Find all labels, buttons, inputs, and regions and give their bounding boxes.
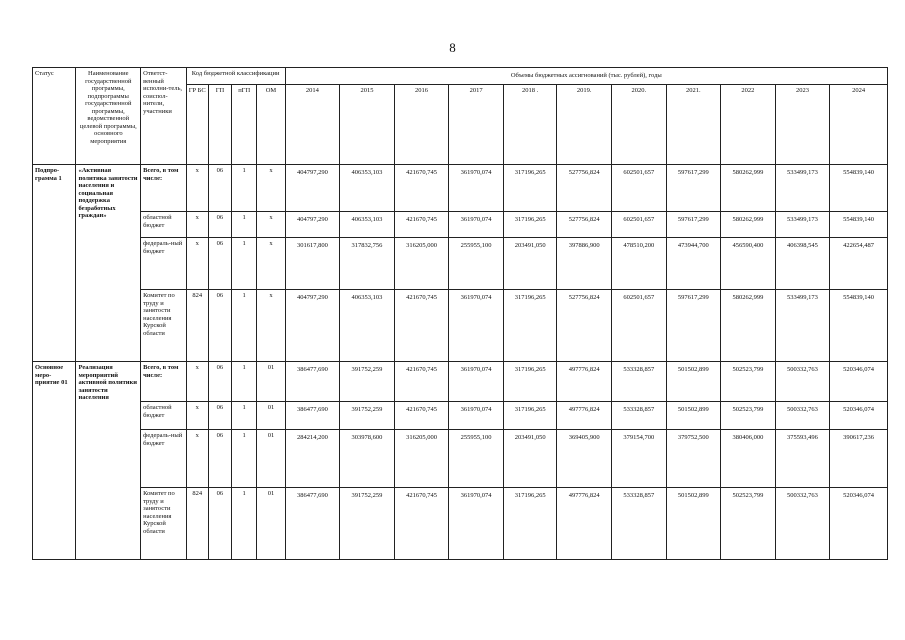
- value-cell: 255955,100: [449, 430, 504, 488]
- om-cell: 01: [257, 402, 285, 430]
- pgp-cell: 1: [232, 362, 257, 402]
- value-cell: 533328,857: [611, 402, 666, 430]
- responsible-cell: Всего, в том числе:: [141, 165, 186, 212]
- table-row: [33, 238, 888, 290]
- header-status: Статус: [33, 68, 76, 165]
- value-cell: 533328,857: [611, 362, 666, 402]
- pgp-cell: 1: [232, 238, 257, 290]
- value-cell: 502523,799: [721, 362, 776, 402]
- gp-cell: 06: [208, 430, 231, 488]
- value-cell: 390617,236: [830, 430, 888, 488]
- value-cell: 527756,824: [557, 165, 612, 212]
- name-cell: «Активная политика занятости населения и социальная поддержка безработных граждан»: [76, 165, 141, 362]
- value-cell: 391752,259: [340, 488, 395, 560]
- grbs-cell: х: [186, 402, 208, 430]
- grbs-cell: х: [186, 430, 208, 488]
- grbs-cell: х: [186, 238, 208, 290]
- value-cell: 361970,074: [449, 165, 504, 212]
- header-year: 2019.: [557, 85, 612, 165]
- value-cell: 554839,140: [830, 212, 888, 238]
- value-cell: 379154,700: [611, 430, 666, 488]
- header-code-col: пГП: [232, 85, 257, 165]
- value-cell: 500332,763: [775, 362, 830, 402]
- value-cell: 421670,745: [394, 212, 449, 238]
- gp-cell: 06: [208, 488, 231, 560]
- value-cell: 501502,899: [666, 402, 721, 430]
- value-cell: 597617,299: [666, 290, 721, 362]
- header-year: 2018 .: [503, 85, 557, 165]
- pgp-cell: 1: [232, 488, 257, 560]
- value-cell: 533499,173: [775, 165, 830, 212]
- value-cell: 421670,745: [394, 402, 449, 430]
- value-cell: 497776,824: [557, 488, 612, 560]
- value-cell: 317196,265: [503, 488, 557, 560]
- header-year: 2023: [775, 85, 830, 165]
- value-cell: 554839,140: [830, 165, 888, 212]
- value-cell: 317196,265: [503, 290, 557, 362]
- value-cell: 386477,690: [285, 402, 340, 430]
- value-cell: 379752,500: [666, 430, 721, 488]
- value-cell: 391752,259: [340, 362, 395, 402]
- value-cell: 421670,745: [394, 165, 449, 212]
- budget-table: [32, 67, 888, 560]
- table-row: [33, 430, 888, 488]
- header-budget-volumes: Объемы бюджетных ассигнований (тыс. рублей), годы: [285, 68, 887, 85]
- value-cell: 554839,140: [830, 290, 888, 362]
- table-row: [33, 402, 888, 430]
- responsible-cell: Комитет по труду и занятости населения Курской области: [141, 488, 186, 560]
- value-cell: 361970,074: [449, 362, 504, 402]
- value-cell: 404797,290: [285, 165, 340, 212]
- value-cell: 316205,000: [394, 430, 449, 488]
- value-cell: 602501,657: [611, 165, 666, 212]
- value-cell: 404797,290: [285, 212, 340, 238]
- header-year: 2021.: [666, 85, 721, 165]
- pgp-cell: 1: [232, 430, 257, 488]
- header-code-col: ГП: [208, 85, 231, 165]
- value-cell: 456590,400: [721, 238, 776, 290]
- value-cell: 580262,999: [721, 212, 776, 238]
- gp-cell: 06: [208, 212, 231, 238]
- value-cell: 203491,050: [503, 430, 557, 488]
- value-cell: 317196,265: [503, 362, 557, 402]
- om-cell: х: [257, 165, 285, 212]
- value-cell: 316205,000: [394, 238, 449, 290]
- value-cell: 520346,074: [830, 488, 888, 560]
- value-cell: 473944,700: [666, 238, 721, 290]
- header-year: 2015: [340, 85, 395, 165]
- responsible-cell: федераль-ный бюджет: [141, 238, 186, 290]
- pgp-cell: 1: [232, 402, 257, 430]
- table-row: [33, 165, 888, 212]
- value-cell: 303978,600: [340, 430, 395, 488]
- value-cell: 501502,899: [666, 362, 721, 402]
- page-number: 8: [449, 40, 456, 55]
- value-cell: 597617,299: [666, 212, 721, 238]
- value-cell: 397886,900: [557, 238, 612, 290]
- status-cell: Основное меро-приятие 01: [33, 362, 76, 560]
- value-cell: 597617,299: [666, 165, 721, 212]
- header-year: 2020.: [611, 85, 666, 165]
- value-cell: 500332,763: [775, 402, 830, 430]
- value-cell: 602501,657: [611, 290, 666, 362]
- value-cell: 533328,857: [611, 488, 666, 560]
- pgp-cell: 1: [232, 165, 257, 212]
- table-row: [33, 362, 888, 402]
- table-row: [33, 290, 888, 362]
- om-cell: 01: [257, 488, 285, 560]
- om-cell: х: [257, 212, 285, 238]
- value-cell: 284214,200: [285, 430, 340, 488]
- grbs-cell: 824: [186, 290, 208, 362]
- value-cell: 422654,487: [830, 238, 888, 290]
- name-cell: Реализация мероприятий активной политики занятости населения: [76, 362, 141, 560]
- header-year: 2022: [721, 85, 776, 165]
- header-code-col: ГР БС: [186, 85, 208, 165]
- pgp-cell: 1: [232, 212, 257, 238]
- value-cell: 317832,756: [340, 238, 395, 290]
- value-cell: 421670,745: [394, 362, 449, 402]
- value-cell: 502523,799: [721, 402, 776, 430]
- responsible-cell: Комитет по труду и занятости населения Курской области: [141, 290, 186, 362]
- value-cell: 386477,690: [285, 362, 340, 402]
- value-cell: 406353,103: [340, 212, 395, 238]
- value-cell: 317196,265: [503, 402, 557, 430]
- status-cell: Подпро-грамма 1: [33, 165, 76, 362]
- value-cell: 361970,074: [449, 402, 504, 430]
- value-cell: 421670,745: [394, 290, 449, 362]
- value-cell: 301617,800: [285, 238, 340, 290]
- value-cell: 380406,000: [721, 430, 776, 488]
- value-cell: 406353,103: [340, 290, 395, 362]
- grbs-cell: 824: [186, 488, 208, 560]
- gp-cell: 06: [208, 362, 231, 402]
- value-cell: 361970,074: [449, 212, 504, 238]
- om-cell: 01: [257, 430, 285, 488]
- value-cell: 533499,173: [775, 212, 830, 238]
- value-cell: 497776,824: [557, 402, 612, 430]
- table-header: [33, 68, 888, 165]
- gp-cell: 06: [208, 165, 231, 212]
- value-cell: 580262,999: [721, 290, 776, 362]
- header-code-col: ОМ: [257, 85, 285, 165]
- value-cell: 533499,173: [775, 290, 830, 362]
- value-cell: 478510,200: [611, 238, 666, 290]
- value-cell: 421670,745: [394, 488, 449, 560]
- value-cell: 520346,074: [830, 402, 888, 430]
- header-name: Наименование государственной программы, подпрограммы государственной программы, ведомственной целевой программы, основного мероприятия: [76, 68, 141, 165]
- grbs-cell: х: [186, 165, 208, 212]
- value-cell: 203491,050: [503, 238, 557, 290]
- header-year: 2014: [285, 85, 340, 165]
- value-cell: 502523,799: [721, 488, 776, 560]
- value-cell: 317196,265: [503, 212, 557, 238]
- table-row: [33, 212, 888, 238]
- value-cell: 317196,265: [503, 165, 557, 212]
- responsible-cell: Всего, в том числе:: [141, 362, 186, 402]
- grbs-cell: х: [186, 212, 208, 238]
- value-cell: 501502,899: [666, 488, 721, 560]
- gp-cell: 06: [208, 290, 231, 362]
- header-year: 2016: [394, 85, 449, 165]
- value-cell: 375593,496: [775, 430, 830, 488]
- value-cell: 361970,074: [449, 488, 504, 560]
- value-cell: 404797,290: [285, 290, 340, 362]
- om-cell: 01: [257, 362, 285, 402]
- responsible-cell: федераль-ный бюджет: [141, 430, 186, 488]
- value-cell: 602501,657: [611, 212, 666, 238]
- value-cell: 406353,103: [340, 165, 395, 212]
- responsible-cell: областной бюджет: [141, 212, 186, 238]
- value-cell: 497776,824: [557, 362, 612, 402]
- value-cell: 369405,900: [557, 430, 612, 488]
- value-cell: 520346,074: [830, 362, 888, 402]
- value-cell: 527756,824: [557, 212, 612, 238]
- header-budget-code: Код бюджетной классификации: [186, 68, 285, 85]
- value-cell: 391752,259: [340, 402, 395, 430]
- value-cell: 386477,690: [285, 488, 340, 560]
- pgp-cell: 1: [232, 290, 257, 362]
- header-year: 2017: [449, 85, 504, 165]
- gp-cell: 06: [208, 402, 231, 430]
- value-cell: 527756,824: [557, 290, 612, 362]
- responsible-cell: областной бюджет: [141, 402, 186, 430]
- gp-cell: 06: [208, 238, 231, 290]
- value-cell: 406398,545: [775, 238, 830, 290]
- header-year: 2024: [830, 85, 888, 165]
- value-cell: 580262,999: [721, 165, 776, 212]
- value-cell: 361970,074: [449, 290, 504, 362]
- table-row: [33, 488, 888, 560]
- header-responsible: Ответст-венный исполни-тель, соиспол-нители, участники: [141, 68, 186, 165]
- om-cell: х: [257, 290, 285, 362]
- grbs-cell: х: [186, 362, 208, 402]
- value-cell: 500332,763: [775, 488, 830, 560]
- om-cell: х: [257, 238, 285, 290]
- value-cell: 255955,100: [449, 238, 504, 290]
- table-body: [33, 165, 888, 560]
